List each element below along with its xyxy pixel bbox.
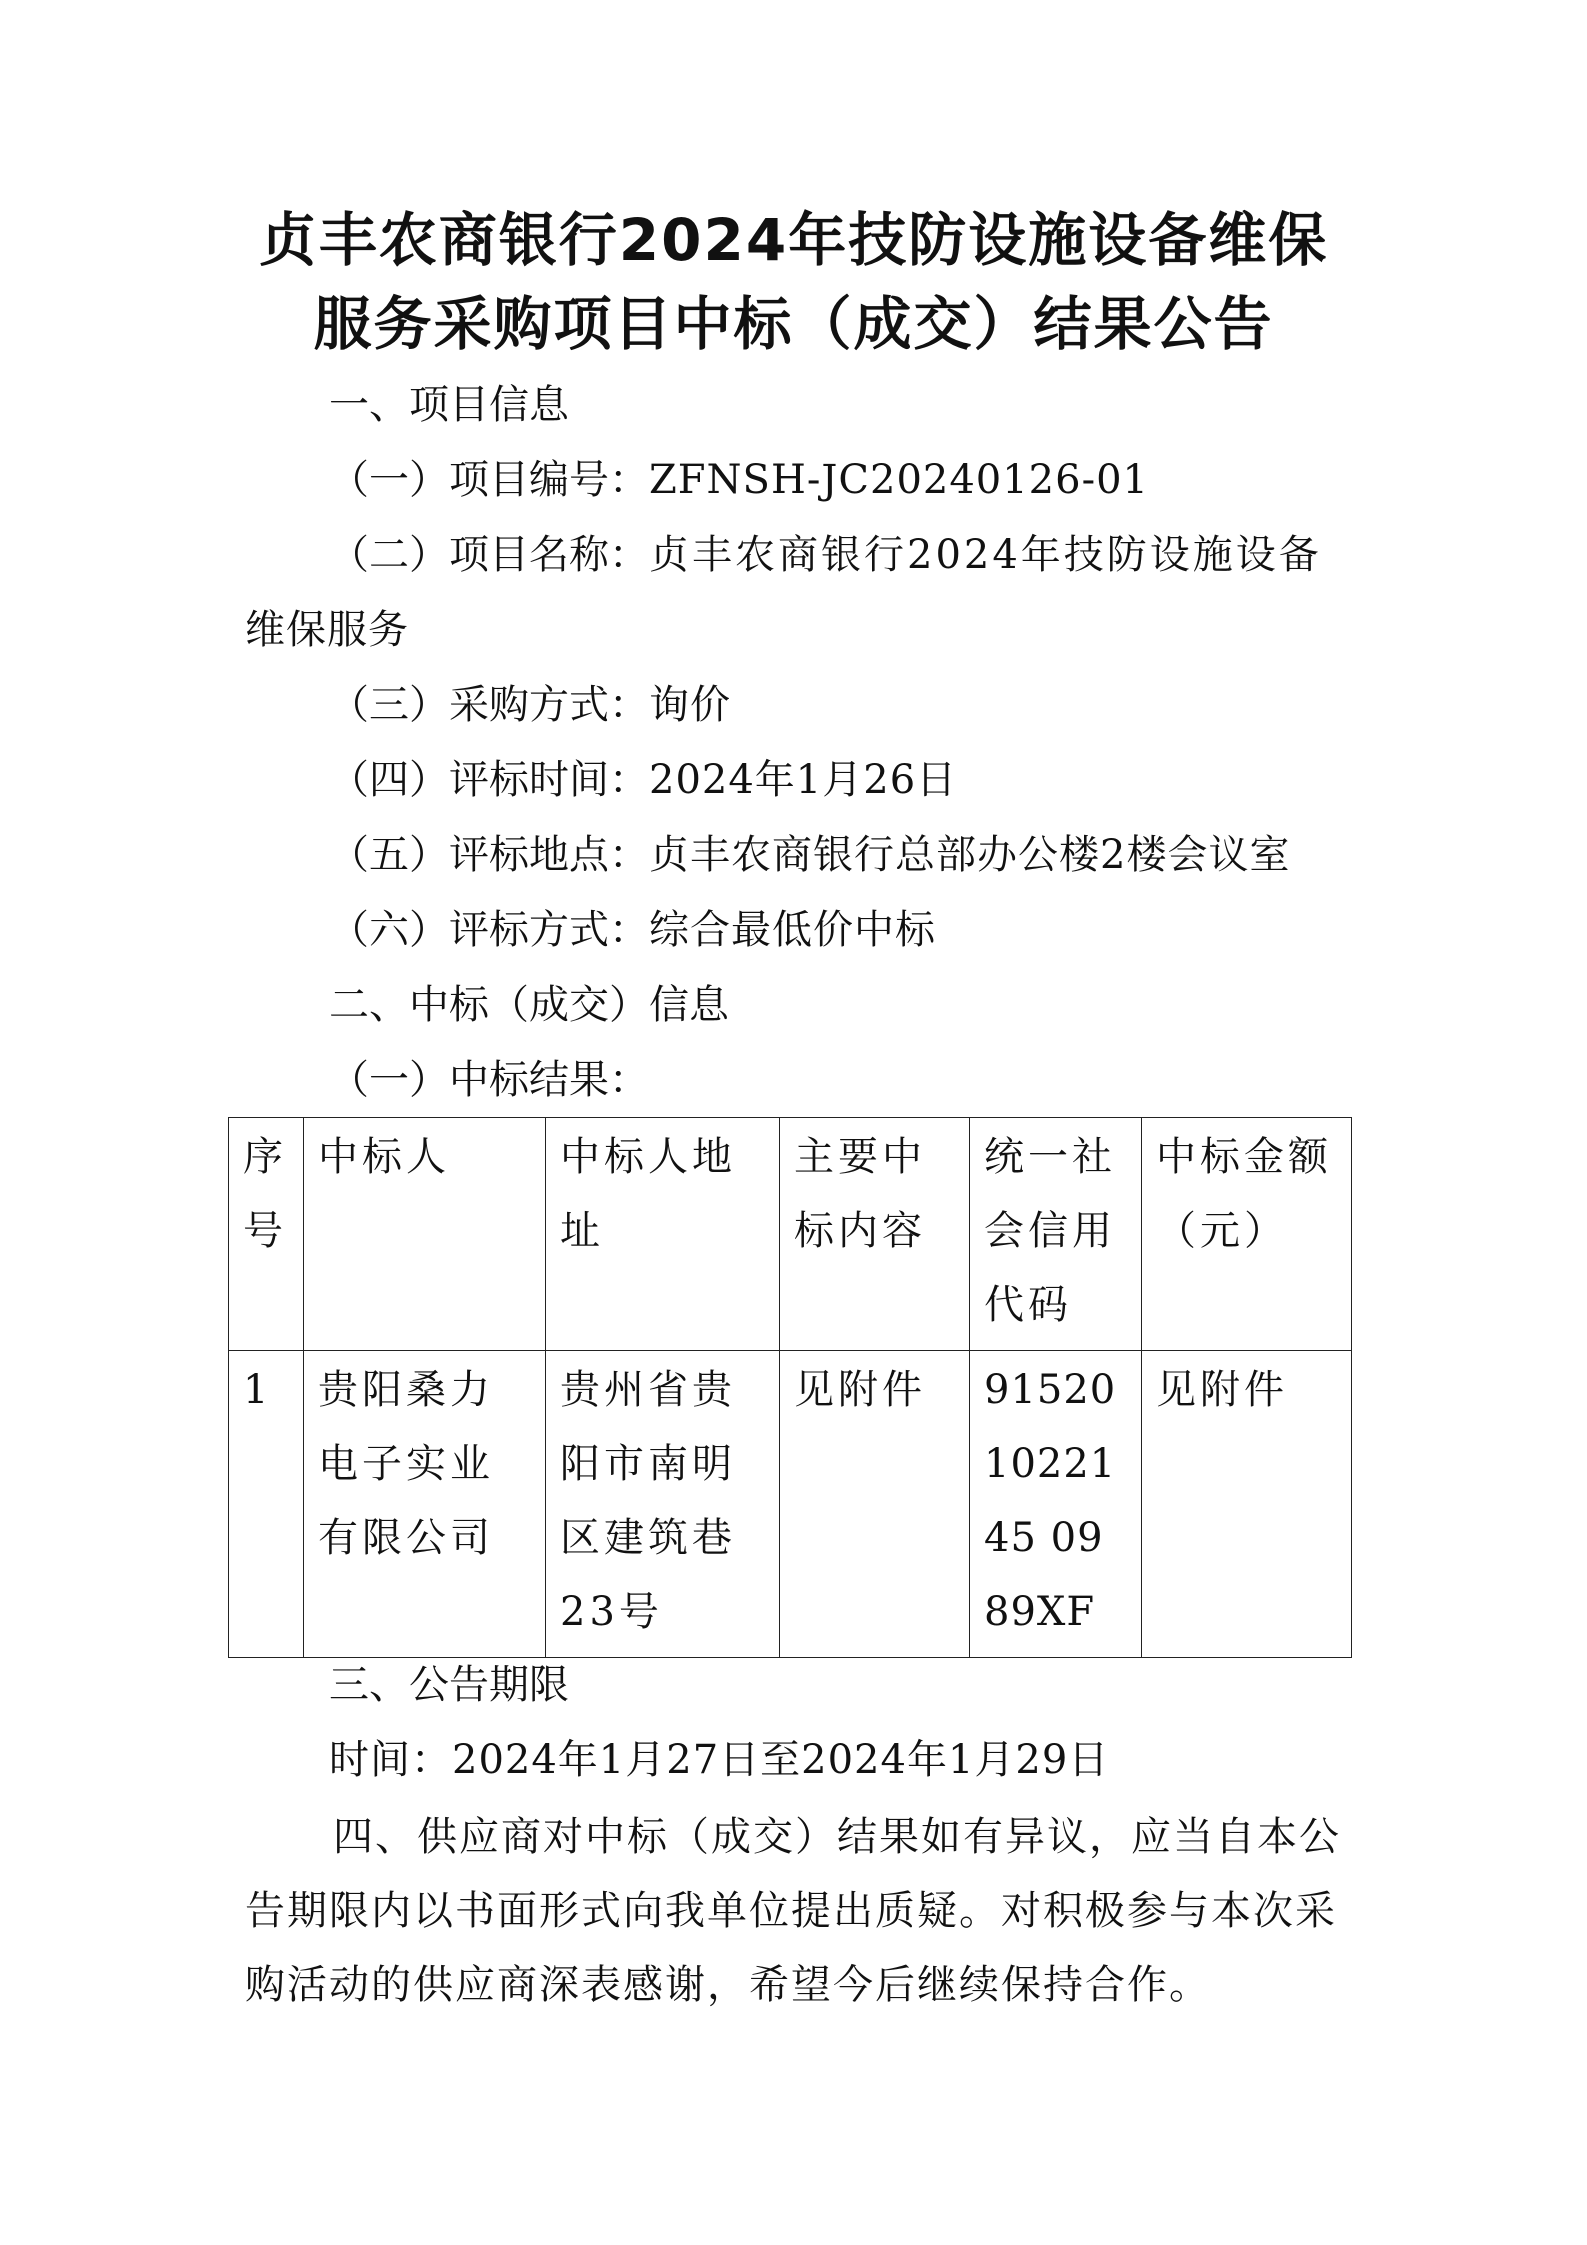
project-name-continued: 维保服务 xyxy=(245,607,409,653)
evaluation-method-value: 综合最低价中标 xyxy=(649,907,936,953)
evaluation-location-label: （五）评标地点： xyxy=(329,832,649,878)
evaluation-time-row xyxy=(329,755,957,805)
procurement-method-value: 询价 xyxy=(649,682,731,728)
evaluation-method-label: （六）评标方式： xyxy=(329,907,649,953)
notice-title-line-2: 服务采购项目中标（成交）结果公告 xyxy=(313,290,1274,358)
project-number-value: ZFNSH-JC20240126-01 xyxy=(649,457,1149,503)
table-header-row xyxy=(229,1118,1352,1351)
project-number-row xyxy=(329,455,1149,505)
section-1-heading: 一、项目信息 xyxy=(329,382,569,428)
section-3-heading: 三、公告期限 xyxy=(329,1662,569,1708)
award-result-subheading: （一）中标结果： xyxy=(329,1057,649,1103)
header-main-content: 主要中标内容 xyxy=(780,1118,970,1351)
project-name-label: （二）项目名称： xyxy=(329,532,649,578)
cell-main-content: 见附件 xyxy=(780,1351,970,1658)
header-winner: 中标人 xyxy=(304,1118,546,1351)
cell-winner-address: 贵州省贵阳市南明区建筑巷23号 xyxy=(546,1351,780,1658)
header-credit-code: 统一社会信用代码 xyxy=(970,1118,1142,1351)
notice-title-line-1: 贞丰农商银行2024年技防设施设备维保 xyxy=(258,206,1329,274)
cell-award-amount: 见附件 xyxy=(1142,1351,1352,1658)
award-results-table xyxy=(228,1117,1352,1658)
evaluation-method-row xyxy=(329,905,936,955)
project-name-row xyxy=(329,530,1322,580)
table-row xyxy=(229,1351,1352,1658)
section-2-heading: 二、中标（成交）信息 xyxy=(329,982,729,1028)
header-award-amount: 中标金额（元） xyxy=(1142,1118,1352,1351)
project-name-value: 贞丰农商银行2024年技防设施设备 xyxy=(649,532,1322,578)
header-winner-address: 中标人地址 xyxy=(546,1118,780,1351)
procurement-method-label: （三）采购方式： xyxy=(329,682,649,728)
cell-winner: 贵阳桑力电子实业有限公司 xyxy=(304,1351,546,1658)
header-serial: 序号 xyxy=(229,1118,304,1351)
evaluation-location-row xyxy=(329,830,1290,880)
procurement-method-row xyxy=(329,680,731,730)
cell-credit-code: 915201022145 0989XF xyxy=(970,1351,1142,1658)
evaluation-time-label: （四）评标时间： xyxy=(329,757,649,803)
cell-serial: 1 xyxy=(229,1351,304,1658)
section-4-paragraph: 四、供应商对中标（成交）结果如有异议，应当自本公告期限内以书面形式向我单位提出质疑。对积极参与本次采购活动的供应商深表感谢，希望今后继续保持合作。 xyxy=(245,1814,1341,2008)
evaluation-time-value: 2024年1月26日 xyxy=(649,757,958,803)
evaluation-location-value: 贞丰农商银行总部办公楼2楼会议室 xyxy=(649,832,1291,878)
project-number-label: （一）项目编号： xyxy=(329,457,649,503)
notice-period-time: 时间：2024年1月27日至2024年1月29日 xyxy=(329,1737,1110,1783)
